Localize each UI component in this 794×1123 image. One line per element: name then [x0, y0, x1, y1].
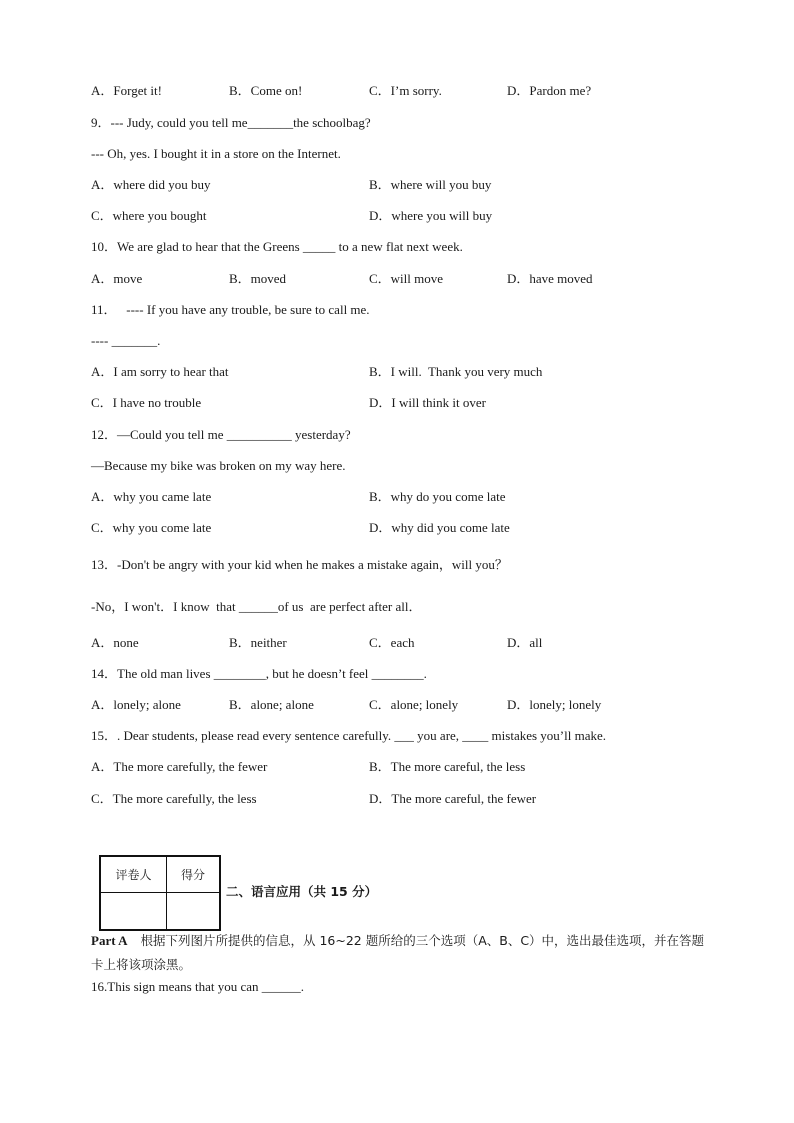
q10-option-a: A．move — [91, 271, 143, 286]
q15-option-c: C．The more carefully, the less — [91, 791, 257, 806]
score-cell — [167, 893, 221, 931]
q11-option-a: A．I am sorry to hear that — [91, 364, 229, 379]
q9-stem: 9．--- Judy, could you tell me_______the schoolbag? — [91, 115, 371, 130]
q13-stem: 13．-Don't be angry with your kid when he makes a mistake again，will you？ — [91, 557, 508, 572]
q10-option-d: D．have moved — [507, 271, 593, 286]
q12-option-c: C．why you come late — [91, 520, 212, 535]
q13-option-d: D．all — [507, 635, 543, 650]
q14-option-b: B．alone; alone — [229, 697, 314, 712]
q9-option-c: C．where you bought — [91, 208, 207, 223]
q12-option-b: B．why do you come late — [369, 489, 506, 504]
q13-option-c: C．each — [369, 635, 415, 650]
q8-option-d: D．Pardon me? — [507, 83, 592, 98]
section-title: 二、语言应用（共 15 分） — [226, 884, 378, 899]
q8-option-a: A．Forget it! — [91, 83, 162, 98]
part-a-instruction — [91, 929, 711, 977]
q12-option-a: A．why you came late — [91, 489, 212, 504]
score-table — [99, 855, 221, 931]
q13-option-b: B．neither — [229, 635, 287, 650]
q14-option-d: D．lonely; lonely — [507, 697, 602, 712]
q15-option-d: D．The more careful, the fewer — [369, 791, 537, 806]
q9-reply: --- Oh, yes. I bought it in a store on the Internet. — [91, 146, 341, 161]
q13-reply: -No，I won't．I know that ______of us are perfect after all． — [91, 599, 422, 614]
q11-option-d: D．I will think it over — [369, 395, 486, 410]
part-a-text: 根据下列图片所提供的信息，从 16~22 题所给的三个选项（A、B、C）中，选出最佳选项，并在答题卡上将该项涂黑。 — [91, 933, 705, 972]
q13-option-a: A．none — [91, 635, 139, 650]
q11-option-b: B．I will. Thank you very much — [369, 364, 543, 379]
q11-option-c: C．I have no trouble — [91, 395, 202, 410]
q12-reply: —Because my bike was broken on my way here. — [91, 458, 346, 473]
grader-cell — [100, 893, 167, 931]
q11-reply: ---- _______. — [91, 333, 161, 348]
q12-option-d: D．why did you come late — [369, 520, 510, 535]
q14-option-a: A．lonely; alone — [91, 697, 181, 712]
q15-option-a: A．The more carefully, the fewer — [91, 759, 268, 774]
q15-stem: 15．. Dear students, please read every sentence carefully. ___ you are, ____ mistakes you’ll make. — [91, 728, 607, 743]
q9-option-d: D．where you will buy — [369, 208, 493, 223]
q8-option-b: B．Come on! — [229, 83, 303, 98]
q12-stem: 12．—Could you tell me __________ yesterday? — [91, 427, 351, 442]
q11-stem: 11． ---- If you have any trouble, be sure to call me. — [91, 302, 370, 317]
q8-option-c: C．I’m sorry. — [369, 83, 442, 98]
q9-option-b: B．where will you buy — [369, 177, 492, 192]
q16-stem: 16.This sign means that you can ______. — [91, 979, 305, 994]
q14-stem: 14．The old man lives ________, but he doesn’t feel ________. — [91, 666, 427, 681]
q9-option-a: A．where did you buy — [91, 177, 211, 192]
part-a-label: Part A — [91, 933, 128, 948]
q10-option-c: C．will move — [369, 271, 444, 286]
q14-option-c: C．alone; lonely — [369, 697, 459, 712]
q15-option-b: B．The more careful, the less — [369, 759, 526, 774]
q10-stem: 10．We are glad to hear that the Greens _____ to a new flat next week. — [91, 239, 463, 254]
grader-header: 评卷人 — [100, 856, 167, 893]
score-header: 得分 — [167, 856, 221, 893]
q10-option-b: B．moved — [229, 271, 287, 286]
